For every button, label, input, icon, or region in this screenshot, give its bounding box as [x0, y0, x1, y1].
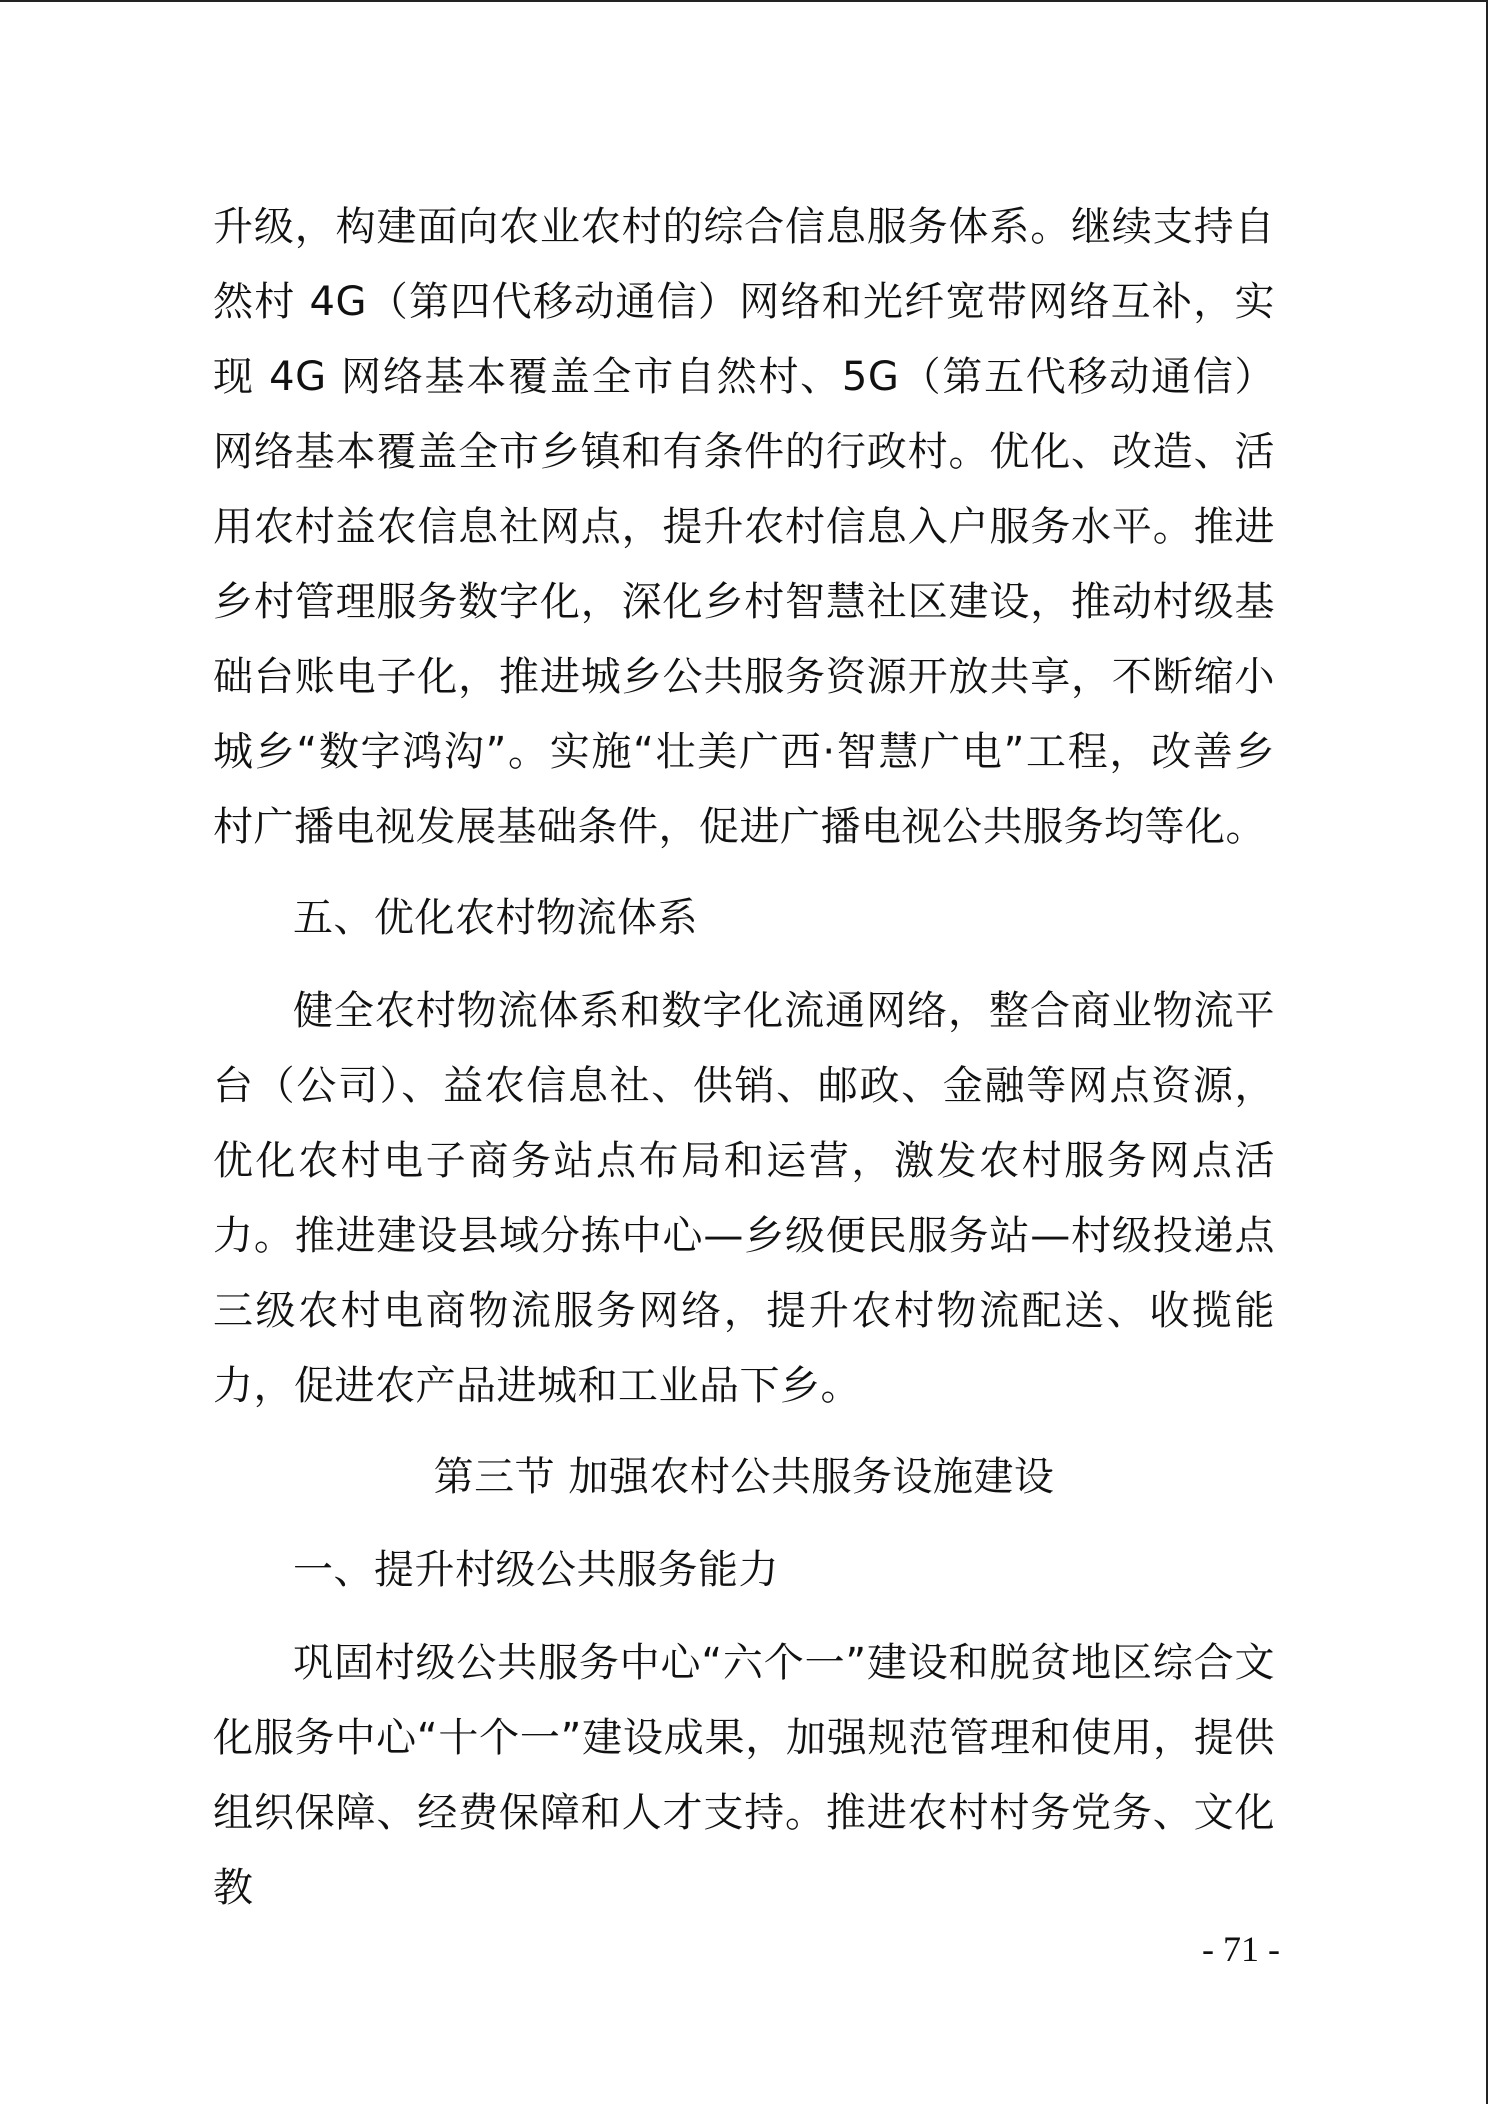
section-title-public-service-facilities: 第三节 加强农村公共服务设施建设	[433, 1454, 1055, 1500]
paragraph-rural-information-services: 升级，构建面向农业农村的综合信息服务体系。继续支持自然村 4G（第四代移动通信）网络和光纤宽带网络互补，实现 4G 网络基本覆盖全市自然村、5G（第五代移动通信）网络基本覆盖全市乡镇和有条件的行政村。优化、改造、活用农村益农信息社网点，提升农村信息入户服务水平。推进乡村管理服务数字化，深化乡村智慧社区建设，推动村级基础台账电子化，推进城乡公共服务资源开放共享，不断缩小城乡“数字鸿沟”。实施“壮美广西·智慧广电”工程，改善乡村广播电视发展基础条件，促进广播电视公共服务均等化。	[213, 204, 1275, 850]
paragraph-rural-logistics-system: 健全农村物流体系和数字化流通网络，整合商业物流平台（公司）、益农信息社、供销、邮政、金融等网点资源，优化农村电子商务站点布局和运营，激发农村服务网点活力。推进建设县域分拣中心—乡级便民服务站—村级投递点三级农村电商物流服务网络，提升农村物流配送、收揽能力，促进农产品进城和工业品下乡。	[213, 988, 1275, 1409]
document-body	[213, 190, 1275, 1926]
heading-village-public-service-capacity: 一、提升村级公共服务能力	[293, 1547, 779, 1593]
paragraph-village-public-service-centers: 巩固村级公共服务中心“六个一”建设和脱贫地区综合文化服务中心“十个一”建设成果，加强规范管理和使用，提供组织保障、经费保障和人才支持。推进农村村务党务、文化教	[213, 1640, 1275, 1911]
heading-optimize-rural-logistics: 五、优化农村物流体系	[293, 895, 698, 941]
page-number: - 71 -	[1202, 1929, 1280, 1969]
